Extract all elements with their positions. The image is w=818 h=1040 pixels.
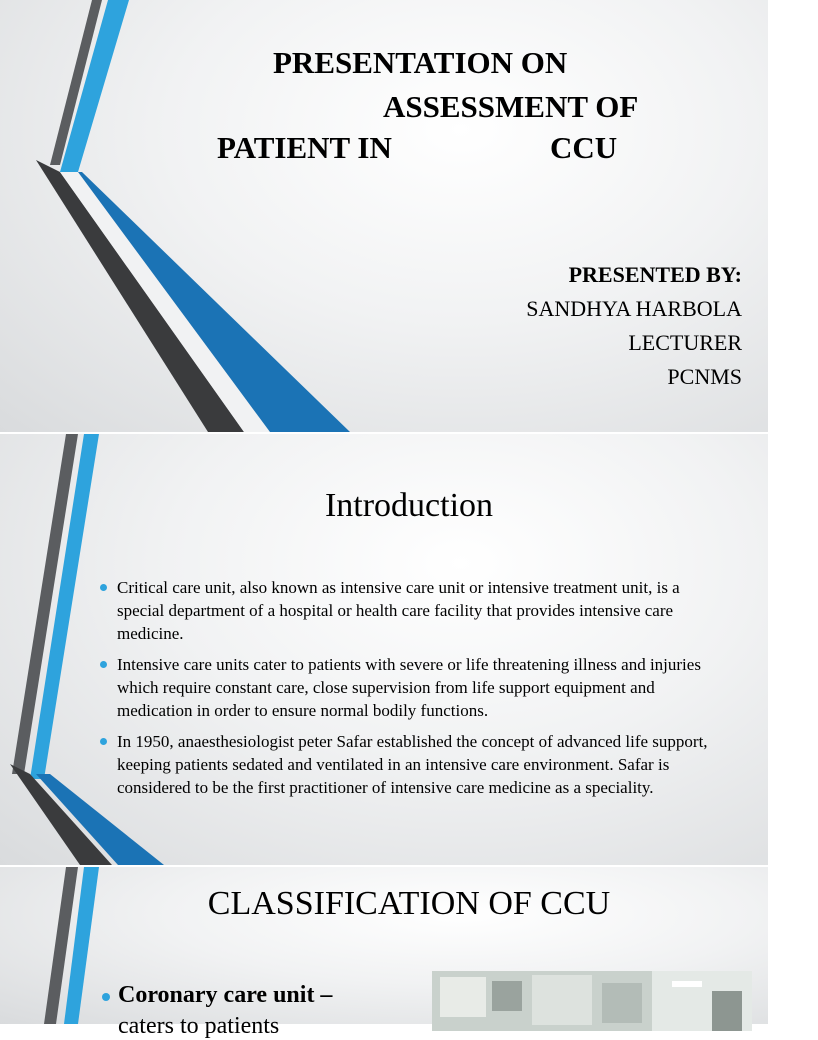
slide-title: Introduction: [324, 487, 494, 524]
slide-title: CLASSIFICATION OF CCU: [207, 885, 611, 922]
classification-slide: [0, 867, 768, 1039]
ward-photo-illustration: [432, 971, 752, 1031]
presenter-name: SANDHYA HARBOLA: [526, 296, 742, 321]
bullet-continuation: caters to patients: [118, 1013, 280, 1039]
introduction-slide: [0, 434, 768, 865]
title-line-3a: PATIENT IN: [217, 130, 392, 165]
bullet-dot-icon: [100, 584, 107, 591]
bullet-dot-icon: [100, 661, 107, 668]
title-line-1: PRESENTATION ON: [273, 45, 568, 80]
bullet-dot-icon: [100, 738, 107, 745]
presented-by-label: PRESENTED BY:: [568, 262, 742, 287]
bullet-dot-icon: [102, 993, 110, 1001]
bullet-list: [100, 576, 730, 807]
title-line-3b: CCU: [550, 130, 618, 165]
title-slide: [0, 0, 768, 432]
title-line-2: ASSESSMENT OF: [383, 89, 639, 124]
presenter-org: PCNMS: [667, 364, 742, 389]
bullet-item: Coronary care unit –: [102, 982, 332, 1009]
bullet-item: Critical care unit, also known as intensive care unit or intensive treatment unit, is a special department of a hospital or health care facility that provides intensive care medicine.: [100, 576, 730, 645]
bullet-item: In 1950, anaesthesiologist peter Safar established the concept of advanced life support, keeping patients sedated and ventilated in an intensive care environment. Safar is considered to be the first practitioner of intensive care medicine as a speciality.: [100, 730, 730, 799]
bullet-item: Intensive care units cater to patients with severe or life threatening illness and injuries which require constant care, close supervision from life support equipment and medication in order to ensure normal bodily functions.: [100, 653, 730, 722]
presenter-role: LECTURER: [628, 330, 742, 355]
ccu-ward-photo: [432, 971, 752, 1031]
